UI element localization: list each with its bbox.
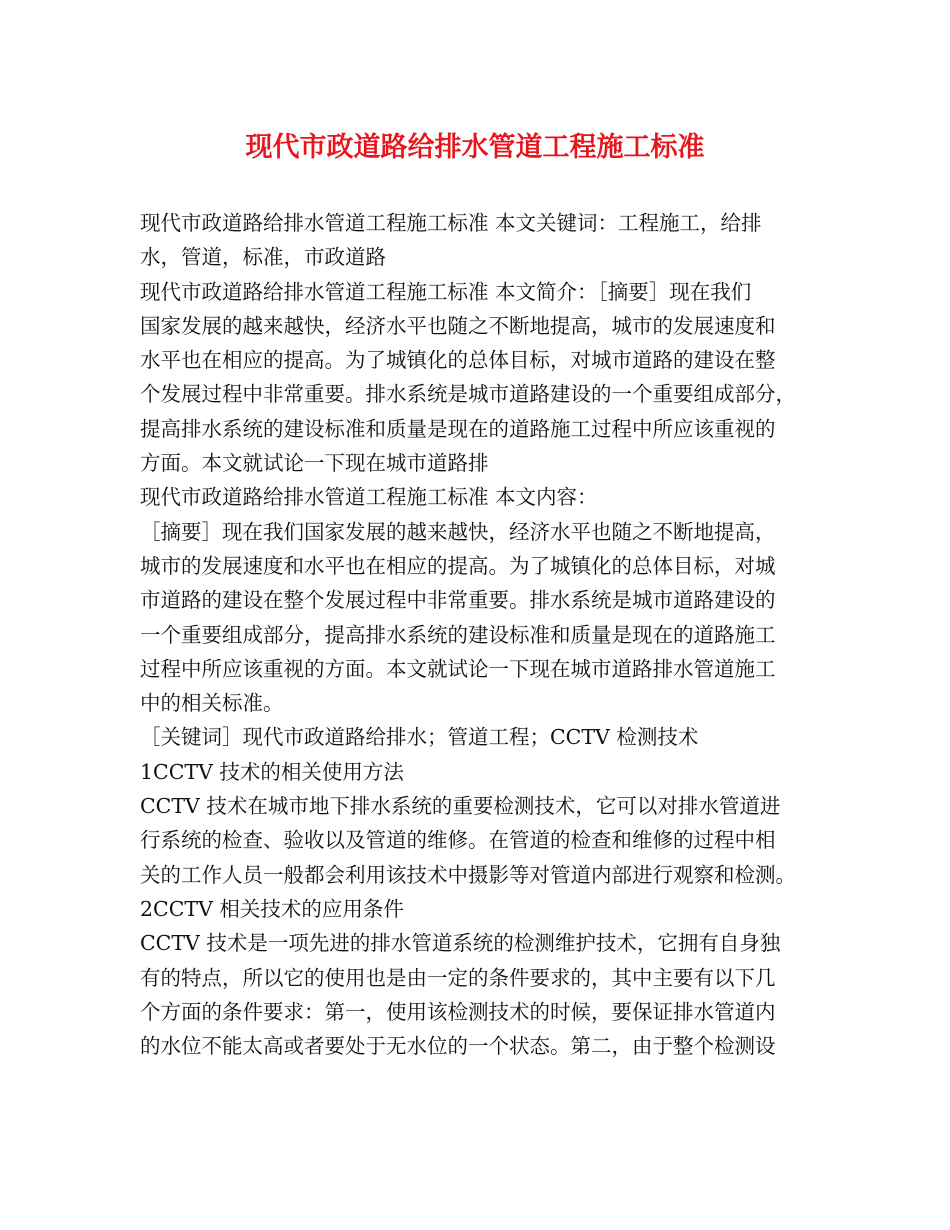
body-line: 中的相关标准。 [140,691,284,716]
body-line: 方面。本文就试论一下现在城市道路排 [140,451,489,476]
body-line: 城市的发展速度和水平也在相应的提高。为了城镇化的总体目标，对城 [140,553,776,578]
body-line: CCTV 技术在城市地下排水系统的重要检测技术，它可以对排水管道进 [140,794,781,819]
body-line: ［关键词］现代市政道路给排水；管道工程；CCTV 检测技术 [140,725,699,750]
body-line: 关的工作人员一般都会利用该技术中摄影等对管道内部进行观察和检测。 [140,862,796,887]
body-line: 市道路的建设在整个发展过程中非常重要。排水系统是城市道路建设的 [140,588,776,613]
body-line: 个发展过程中非常重要。排水系统是城市道路建设的一个重要组成部分， [140,382,796,407]
body-line: 个方面的条件要求：第一，使用该检测技术的时候，要保证排水管道内 [140,999,776,1024]
body-line: 现代市政道路给排水管道工程施工标准 本文简介：［摘要］现在我们 [140,279,752,304]
body-line: 有的特点，所以它的使用也是由一定的条件要求的，其中主要有以下几 [140,965,776,990]
body-line: 国家发展的越来越快，经济水平也随之不断地提高，城市的发展速度和 [140,313,776,338]
body-line: ［摘要］现在我们国家发展的越来越快，经济水平也随之不断地提高， [140,519,776,544]
body-line: 现代市政道路给排水管道工程施工标准 本文内容： [140,485,598,510]
body-line: 水平也在相应的提高。为了城镇化的总体目标，对城市道路的建设在整 [140,348,776,373]
document-body [140,206,820,1063]
body-line: 的水位不能太高或者要处于无水位的一个状态。第二，由于整个检测设 [140,1034,776,1059]
body-line: 提高排水系统的建设标准和质量是现在的道路施工过程中所应该重视的 [140,416,776,441]
body-line: 过程中所应该重视的方面。本文就试论一下现在城市道路排水管道施工 [140,656,776,681]
body-line: 1CCTV 技术的相关使用方法 [140,759,404,784]
document-title: 现代市政道路给排水管道工程施工标准 [245,132,705,163]
body-line: 行系统的检查、验收以及管道的维修。在管道的检查和维修的过程中相 [140,828,776,853]
body-line: 水，管道，标准，市政道路 [140,245,386,270]
body-line: CCTV 技术是一项先进的排水管道系统的检测维护技术，它拥有自身独 [140,931,781,956]
body-line: 现代市政道路给排水管道工程施工标准 本文关键词：工程施工，给排 [140,211,762,235]
body-line: 一个重要组成部分，提高排水系统的建设标准和质量是现在的道路施工 [140,622,776,647]
body-line: 2CCTV 相关技术的应用条件 [140,896,404,921]
